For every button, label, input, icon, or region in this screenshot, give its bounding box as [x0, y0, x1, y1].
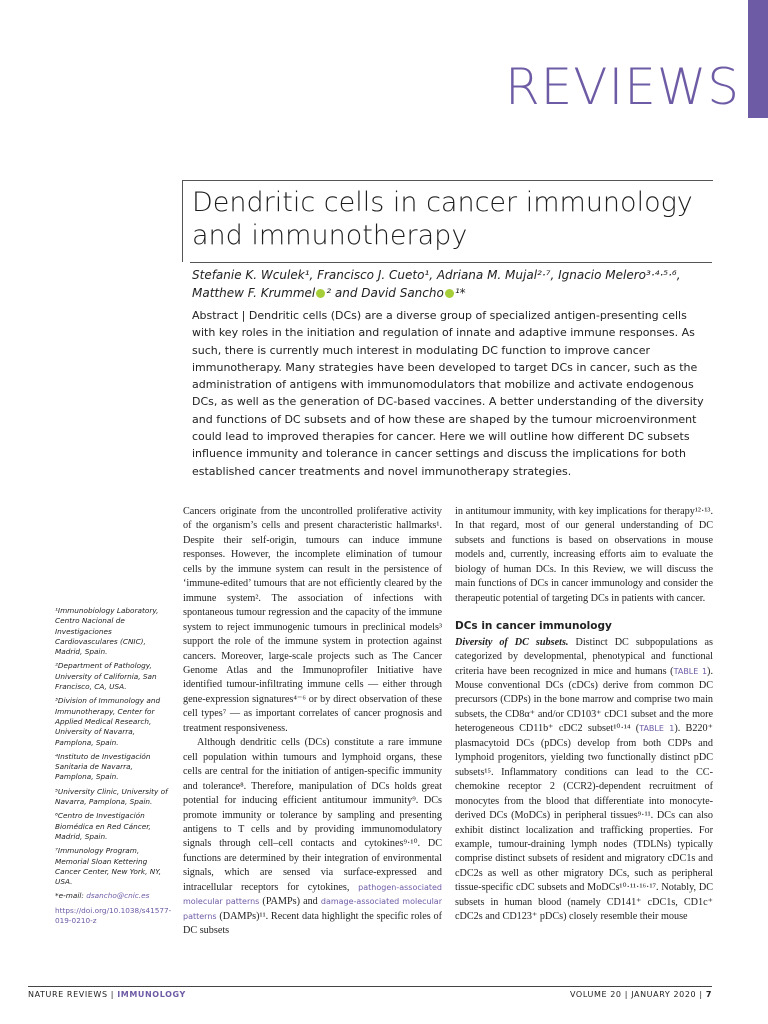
authors-line-1: Stefanie K. Wculek¹, Francisco J. Cueto¹, Adriana M. Mujal²·⁷, Ignacio Melero³·⁴·⁵·⁶, — [192, 268, 681, 282]
paragraph-text: ). Mouse conventional DCs (cDCs) derive from common DC precursors (CDPs) in the bone marrow and comprise two main subsets, the CD8α⁺ and/or CD103⁺ cDC1 subset and the more heterogeneous CD11b⁺ cDC2 subset¹⁰·¹⁴ ( — [455, 665, 713, 735]
contact-email — [55, 891, 173, 901]
article-title: Dendritic cells in cancer immunology and immunotherapy — [192, 187, 693, 251]
section-label: REVIEWS — [504, 58, 740, 116]
subheading: Diversity of DC subsets. — [455, 636, 569, 648]
table-link[interactable]: TABLE 1 — [639, 724, 675, 734]
author-list — [192, 266, 712, 302]
paragraph: Cancers originate from the uncontrolled proliferative activity of the organism’s cells and present characteristic hallmarks¹. Despite their self-origin, tumours can induce immune responses. However, the incomplete elimination of tumour cells by the immune system can result in the persistence of ‘immune-edited’ tumours that are not efficiently cleared by the immune system². The association of infections with spontaneous tumour regression and the capacity of the immune system to reject immunogenic tumours in preclinical models³ support the role of the immune system in protection against cancers. Moreover, large-scale projects such as The Cancer Genome Atlas and the Immunoprofiler Initiative have identified tumour-infiltrating immune cells — either through gene-expression signatures⁴⁻⁶ or by direct observation of these cell types⁷ — as important correlates of cancer prognosis and treatment responsiveness. — [183, 506, 442, 734]
affiliation: ⁶Centro de Investigación Biomédica en Red Cáncer, Madrid, Spain. — [55, 811, 151, 841]
footer-journal — [28, 990, 186, 999]
body-column-2 — [455, 505, 713, 925]
section-heading: DCs in cancer immunology — [455, 620, 612, 633]
table-link[interactable]: TABLE 1 — [673, 666, 708, 676]
journal-name: NATURE REVIEWS | — [28, 990, 118, 999]
section-color-bar — [748, 0, 768, 118]
orcid-icon[interactable] — [445, 289, 454, 298]
author-sancho-marks: ¹* — [454, 286, 466, 300]
body-column-1 — [183, 505, 442, 939]
journal-section: IMMUNOLOGY — [117, 990, 186, 999]
author-krummel: Matthew F. Krummel — [192, 286, 316, 300]
affiliation: ²Department of Pathology, University of California, San Francisco, CA, USA. — [55, 661, 157, 692]
doi-link[interactable]: https://doi.org/10.1038/s41577-019-0210-z — [55, 905, 172, 926]
email-link[interactable]: dsancho@cnic.es — [86, 891, 150, 901]
affiliation: ⁷Immunology Program, Memorial Sloan Kettering Cancer Center, New York, NY, USA. — [55, 846, 162, 887]
title-rule — [190, 262, 712, 263]
paragraph-text: Although dendritic cells (DCs) constitute a rare immune cell population within tumours and lymphoid organs, these cells are central for the initiation of antigen-specific immunity and tolerance⁸. Therefore, manipulation of DCs holds great potential for inducing efficient antitumour immunity⁹. DCs promote immunity or tolerance by sampling and presenting antigens to T cells and by providing immunomodulatory signals through cell–cell contacts and cytokines⁹·¹⁰. DC functions are determined by their integration of environmental signals, which are sensed via surface-expressed and intracellular receptors for cytokines, — [183, 737, 442, 893]
affiliations — [55, 606, 173, 930]
paragraph-text: (DAMPs)¹¹. Recent data highlight the specific roles of DC subsets — [183, 910, 442, 937]
author-sancho: ² and David Sancho — [326, 286, 444, 300]
glossary-link[interactable]: pathogen-associated molecular patterns — [183, 882, 443, 907]
title-frame-left — [182, 180, 183, 262]
affiliation: ¹Immunobiology Laboratory, Centro Nacional de Investigaciones Cardiovasculares (CNIC), Madrid, Spain. — [55, 606, 159, 657]
abstract: Abstract | Dendritic cells (DCs) are a diverse group of specialized antigen-presenting cells with key roles in the initiation and regulation of innate and adaptive immune responses. As such, there is currently much interest in modulating DC function to improve cancer immunotherapy. Many strategies have been developed to target DCs in cancer, such as the administration of antigens with immunomodulators that mobilize and activate endogenous DCs, as well as the generation of DC-based vaccines. A better understanding of the diversity and functions of DC subsets and of how these are shaped by the tumour microenvironment could lead to improved therapies for cancer. Here we will outline how different DC subsets influence immunity and tolerance in cancer settings and discuss the implications for both established cancer treatments and novel immunotherapy strategies. — [192, 309, 704, 478]
paragraph — [455, 636, 713, 925]
abstract-text: Dendritic cells (DCs) are a diverse group of specialized antigen-presenting cells with key roles in the initiation and regulation of innate and adaptive immune responses. As such, there is currently much interest in modulating DC function to improve cancer immunotherapy. Many strategies have been developed to target DCs in cancer, such as the administration of antigens with immunomodulators that mobilize and activate endogenous DCs, as well as the generation of DC-based vaccines. A better understanding of the diversity and functions of DC subsets and of how these are shaped by the tumour microenvironment could lead to improved therapies for cancer. Here we will outline how different DC subsets influence immunity and tolerance in cancer settings and discuss the implications for both established cancer treatments and novel immunotherapy strategies. — [192, 309, 704, 478]
affiliation: ³Division of Immunology and Immunotherapy, Center for Applied Medical Research, University of Navarra, Pamplona, Spain. — [55, 696, 161, 747]
authors-line-2 — [192, 284, 712, 302]
affiliation: ⁴Instituto de Investigación Sanitaria de Navarra, Pamplona, Spain. — [55, 751, 151, 782]
glossary-link[interactable]: damage-associated molecular patterns — [183, 897, 442, 921]
email-label: *e-mail: — [55, 891, 87, 901]
paragraph: in antitumour immunity, with key implications for therapy¹²·¹³. In that regard, most of our general understanding of DC subsets and functions is based on observations in mouse models and, currently, increasing efforts aim to evaluate the biology of human DCs. In this Review, we will discuss the main functions of DCs in cancer immunology and consider the therapeutic potential of targeting DCs in patients with cancer. — [455, 506, 713, 604]
footer-rule — [28, 986, 712, 987]
paragraph-text: (PAMPs) and — [259, 896, 321, 908]
abstract-label: Abstract — [192, 309, 239, 322]
footer-issue — [570, 990, 712, 999]
paragraph — [183, 736, 442, 938]
paragraph-text: Distinct DC subpopulations as categorized by developmental, phenotypical and functional criteria have been recognized in mice and humans ( — [455, 636, 713, 677]
page-number: 7 — [705, 990, 712, 999]
affiliation: ⁵University Clinic, University of Navarra, Pamplona, Spain. — [55, 786, 168, 807]
issue-info: VOLUME 20 | JANUARY 2020 | — [570, 990, 706, 999]
paragraph-text: ). B220⁺ plasmacytoid DCs (pDCs) develop from both CDPs and lymphoid progenitors, yielding two functionally distinct pDC subsets¹⁵. Inflammatory conditions can lead to the CC-chemokine receptor 2 (CCR2)-dependent recruitment of monocytes from the blood that differentiate into monocyte-derived DCs (MoDCs) in peripheral tissues⁹·¹¹. DCs can also exhibit distinct localization and trafficking properties. For example, tumour-draining lymph nodes (TDLNs) typically comprise distinct subsets of resident and migratory cDC1s and cDC2s as well as other migratory DCs, such as peripheral tissue-specific cDC subsets and MoDCs¹⁰·¹¹·¹⁶·¹⁷. Notably, DC subsets in human blood (namely CD141⁺ cDC1s, CD1c⁺ cDC2s and CD123⁺ pDCs) closely resemble their mouse — [455, 723, 713, 923]
orcid-icon[interactable] — [316, 289, 325, 298]
title-frame — [182, 180, 713, 181]
